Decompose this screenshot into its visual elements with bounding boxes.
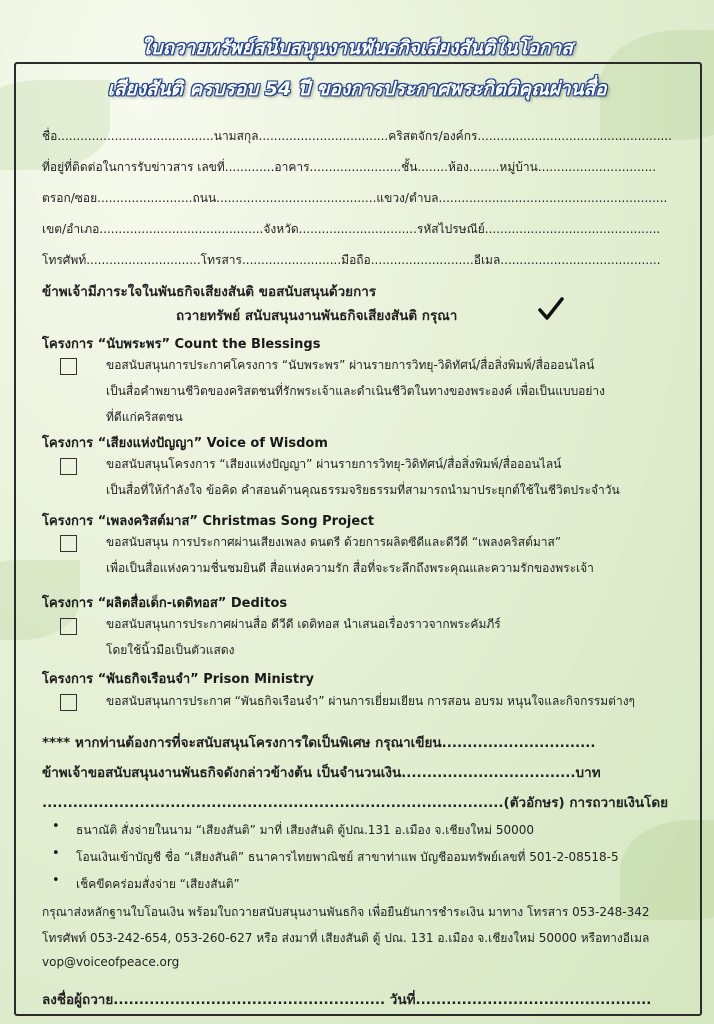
footer-email[interactable]: vop@voiceofpeace.org	[42, 955, 180, 969]
description-line: ขอสนับสนุนการประกาศโครงการ “นับพระพร” ผ่านรายการวิทยุ-วิดิทัศน์/สื่อสิ่งพิมพ์/สื่อออนไลน์	[106, 358, 595, 372]
street-fields-row[interactable]: ตรอก/ซอย.........................ถนน..........................................แขวง/ตำบล............................................................	[42, 191, 668, 205]
description-line: โดยใช้นิ้วมือเป็นตัวแสดง	[106, 643, 235, 657]
name-fields-row[interactable]: ชื่อ.........................................นามสกุล..................................คริสตจักร/องค์กร...................................................	[42, 129, 672, 143]
signature-date-field[interactable]: ลงชื่อผู้ถวาย..................................................... วันที่..............................................	[42, 992, 652, 1008]
description-line: ขอสนับสนุนการประกาศผ่านสื่อ ดีวีดี เดดิทอส นำเสนอเรื่องราวจากพระคัมภีร์	[106, 617, 501, 631]
checkbox-prison-ministry[interactable]	[60, 694, 77, 711]
description-line: เป็นสื่อที่ให้กำลังใจ ข้อคิด คำสอนด้านคุณธรรมจริยธรรมที่สามารถนำมาประยุกต์ใช้ในชีวิตประจำวัน	[106, 483, 620, 497]
amount-text-field[interactable]: ..........................................................................................(ตัวอักษร) การถวายเงินโดย	[42, 795, 668, 811]
bullet-icon: •	[52, 819, 60, 834]
project-description	[106, 611, 501, 663]
description-line: ขอสนับสนุนการประกาศ “พันธกิจเรือนจำ” ผ่านการเยี่ยมเยียน การสอน อบรม หนุนใจและกิจกรรมต่างๆ	[106, 694, 635, 708]
project-description	[106, 352, 605, 430]
project-description	[106, 688, 635, 714]
payment-cheque: เช็คขีดคร่อมสั่งจ่าย “เสียงสันติ”	[76, 877, 240, 891]
amount-field[interactable]: ข้าพเจ้าขอสนับสนุนงานพันธกิจดังกล่าวข้างต้น เป็นจำนวนเงิน..................................บาท	[42, 765, 601, 781]
bullet-icon: •	[52, 873, 60, 888]
checkbox-count-blessings[interactable]	[60, 358, 77, 375]
project-description	[106, 529, 594, 581]
footer-instructions-line1: กรุณาส่งหลักฐานใบโอนเงิน พร้อมใบถวายสนับสนุนงานพันธกิจ เพื่อยืนยันการชำระเงิน มาทาง โทรสาร 053-248-342	[42, 905, 650, 919]
checkbox-deditos[interactable]	[60, 618, 77, 635]
description-line: ที่ดีแก่คริสตชน	[106, 410, 183, 424]
donate-line: ถวายทรัพย์ สนับสนุนงานพันธกิจเสียงสันติ กรุณา	[176, 308, 458, 324]
district-fields-row[interactable]: เขต/อำเภอ...........................................จังหวัด...............................รหัสไปรษณีย์..............................................	[42, 222, 661, 236]
form-title-line2: เสียงสันติ ครบรอบ 54 ปี ของการประกาศพระกิตติคุณผ่านสื่อ	[107, 78, 607, 100]
payment-money-order: ธนาณัติ สั่งจ่ายในนาม “เสียงสันติ” มาที่ เสียงสันติ ตู้ปณ.131 อ.เมือง จ.เชียงใหม่ 50000	[76, 823, 535, 837]
project-christmas-song-title: โครงการ “เพลงคริสต์มาส” Christmas Song Project	[42, 514, 375, 529]
project-deditos-title: โครงการ “ผลิตสื่อเด็ก-เดดิทอส” Deditos	[42, 596, 288, 611]
contact-fields-row[interactable]: โทรศัพท์..............................โทรสาร..........................มือถือ...........................อีเมล..........................................	[42, 253, 661, 267]
bullet-icon: •	[52, 846, 60, 861]
special-request-field[interactable]: **** หากท่านต้องการที่จะสนับสนุนโครงการใดเป็นพิเศษ กรุณาเขียน..............................	[42, 735, 596, 751]
payment-bank-transfer: โอนเงินเข้าบัญชี ชื่อ “เสียงสันติ” ธนาคารไทยพาณิชย์ สาขาท่าแพ บัญชีออมทรัพย์เลขที่ 501-2-08518-5	[76, 850, 619, 864]
checkmark-icon	[538, 296, 564, 322]
checkbox-voice-wisdom[interactable]	[60, 458, 77, 475]
intent-heading: ข้าพเจ้ามีภาระใจในพันธกิจเสียงสันติ ขอสนับสนุนด้วยการ	[42, 284, 377, 300]
address-fields-row[interactable]: ที่อยู่ที่ติดต่อในการรับข่าวสาร เลขที่.............อาคาร........................ชั้น........ห้อง........หมู่บ้าน...............................	[42, 160, 657, 174]
project-voice-wisdom-title: โครงการ “เสียงแห่งปัญญา” Voice of Wisdom	[42, 436, 328, 451]
description-line: เพื่อเป็นสื่อแห่งความชื่นชมยินดี สื่อแห่งความรัก สื่อที่จะระลึกถึงพระคุณและความรักของพระเจ้า	[106, 561, 594, 575]
description-line: ขอสนับสนุน การประกาศผ่านเสียงเพลง ดนตรี ด้วยการผลิตซีดีและดีวีดี “เพลงคริสต์มาส”	[106, 535, 562, 549]
project-description	[106, 451, 620, 503]
project-prison-ministry-title: โครงการ “พันธกิจเรือนจำ” Prison Ministry	[42, 672, 315, 687]
footer-instructions-line2: โทรศัพท์ 053-242-654, 053-260-627 หรือ ส่งมาที่ เสียงสันติ ตู้ ปณ. 131 อ.เมือง จ.เชียงใหม่ 50000 หรือทางอีเมล	[42, 931, 650, 945]
form-title-line1: ใบถวายทรัพย์สนับสนุนงานพันธกิจเสียงสันติในโอกาส	[141, 37, 573, 59]
checkbox-christmas-song[interactable]	[60, 535, 77, 552]
project-count-blessings-title: โครงการ “นับพระพร” Count the Blessings	[42, 337, 321, 352]
description-line: เป็นสื่อคำพยานชีวิตของคริสตชนที่รักพระเจ้าและดำเนินชีวิตในทางของพระองค์ เพื่อเป็นแบบอย่าง	[106, 384, 606, 398]
description-line: ขอสนับสนุนโครงการ “เสียงแห่งปัญญา” ผ่านรายการวิทยุ-วิดิทัศน์/สื่อสิ่งพิมพ์/สื่อออนไลน์	[106, 457, 562, 471]
